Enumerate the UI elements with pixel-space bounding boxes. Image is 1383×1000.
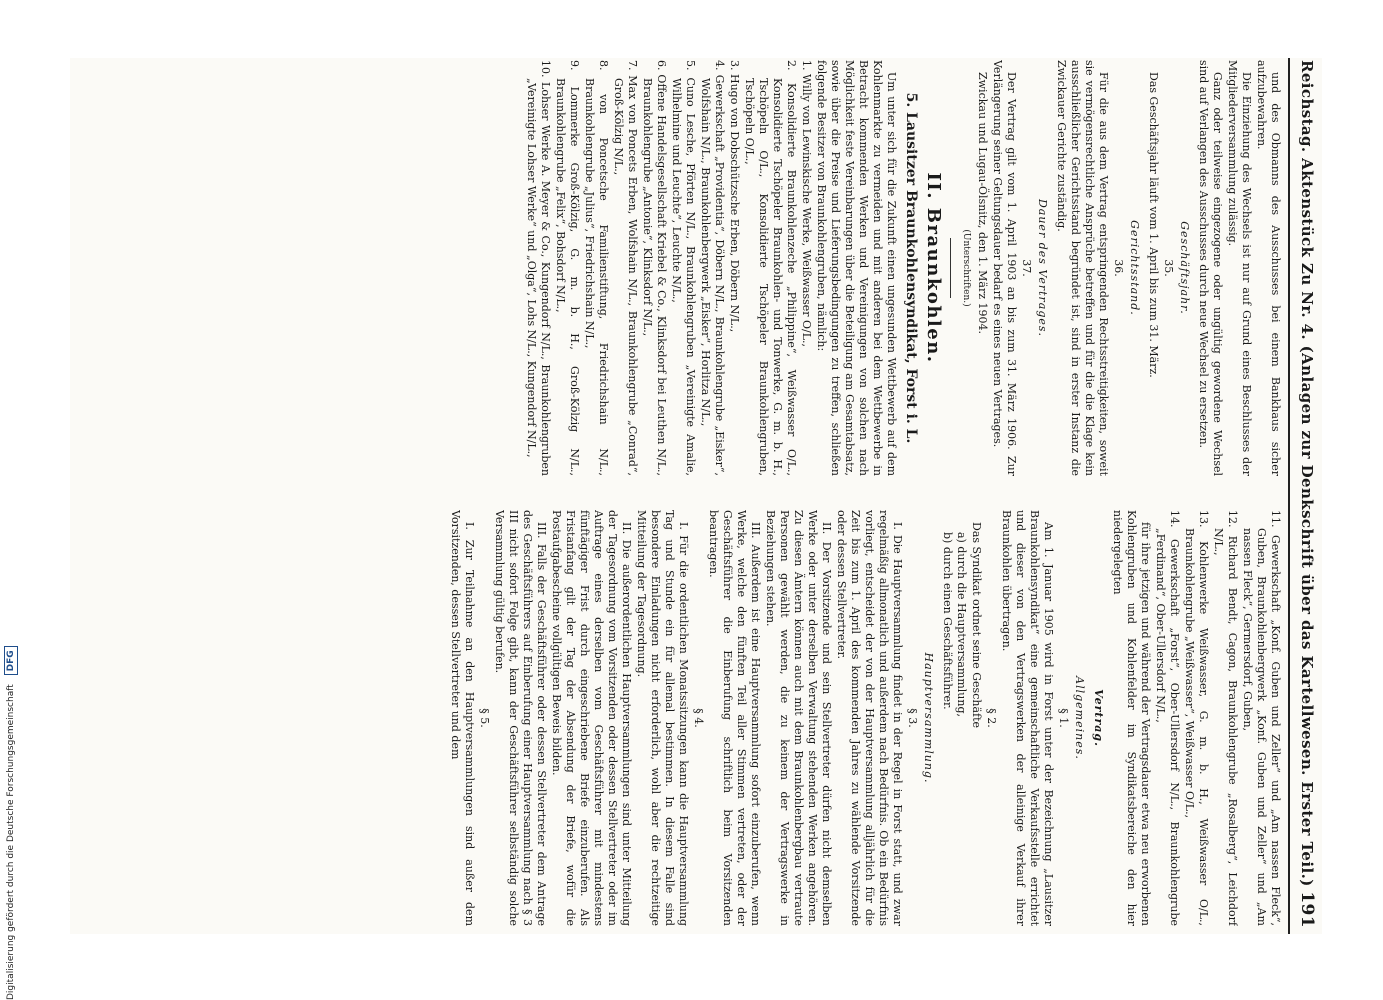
paragraph: II. Die außerordentlichen Hauptversammlungen sind unter Mitteilung der Tagesordnung vom Vorsitzenden oder dessen Stellvertreter oder im Auftrage eines derselben vom Geschäftsführer mit mindestens fünftägiger Frist durch eingeschriebene Briefe einzuberufen. Als Fristanfang gilt der Tag der Absendung der Briefe, wofür die Postaufgabescheine vollgültigen Beweis bilden. — [550, 510, 633, 926]
list-item: 12. Richard Bendt, Cagon, Braunkohlengrube „Rosalberg“, Leichdorf N/L., — [1212, 510, 1239, 926]
list-item: 4. Gewerkschaft „Providentia“, Döbern N/L., Braunkohlengrube „Eisker“, Wolfshain N/L., Braunkohlenbergwerk „Eisker“, Horlitza N/L., — [699, 60, 726, 476]
paragraph: Das Syndikat ordnet seine Geschäfte — [970, 522, 983, 728]
article-number: 35. — [1162, 259, 1175, 277]
section-heading-geschaeftsjahr: Geschäftsjahr. — [1178, 221, 1191, 315]
paragraph-number: § 1. — [1057, 708, 1070, 728]
list-item: 13. Kohlenwerke Weißwasser, G. m. b. H., Weißwasser O/L., Braunkohlengrube „Weißwasser“, Weißwasser O/L., — [1183, 510, 1210, 926]
list-item: 5. Cuno Lesche, Pförten N/L., Braunkohlengruben „Vereinigte Amalie, Wilhelmine und Leuchte“, Leuchte N/L., — [670, 60, 697, 476]
section-heading-hauptversammlung: Hauptversammlung. — [922, 652, 935, 784]
paragraph: I. Zur Teilnahme an den Hauptversammlungen sind außer dem Vorsitzenden, dessen Stellvertreter und dem — [449, 510, 476, 926]
section-heading-dauer: Dauer des Vertrages. — [1036, 198, 1049, 338]
list-item: 14. Gewerkschaft „Forst“, Ober-Ullersdorf N/L., Braunkohlengrube „Ferdinand“, Ober-Ullersdorf N/L., — [1154, 510, 1181, 926]
paragraph: Der Vertrag gilt vom 1. April 1903 an bis zum 31. März 1906. Zur Verlängerung seiner Geltungsdauer bedarf es eines neuen Vertrages. — [991, 60, 1018, 476]
section-heading-vertrag: Vertrag. — [1092, 689, 1105, 747]
dfg-logo: DFG — [4, 646, 18, 675]
paragraph: III. Falls der Geschäftsführer oder dessen Stellvertreter dem Antrage des Geschäftsführers auf Einberufung einer Hauptversammlung nach § 3 III nicht sofort Folge gibt, kann der Geschäftsführer selbständig solche Versammlung gültig berufen. — [493, 510, 548, 926]
list-item: 10. Lohser Werke A. Meyer & Co., Kungendorf N/L., Braunkohlengruben „Vereinigte Lohser Werke“ und „Olga“, Lohs N/L., Kungendorf N/L., — [525, 60, 552, 476]
list-item: 7. Max von Poncets Erben, Wolfshain N/L., Braunkohlengrube „Conrad“, Groß-Kölzig N/L., — [612, 60, 639, 476]
article-number: 37. — [1020, 259, 1033, 277]
paragraph: III. Außerdem ist eine Hauptversammlung sofort einzuberufen, wenn Werke, welche den fünften Teil aller Stimmen vertreten, oder der Geschäftsführer die Einberufung schriftlich beim Vorsitzenden beantragen. — [707, 510, 762, 926]
list-item: b) durch einen Geschäftsführer. — [941, 532, 954, 710]
paragraph: I. Die Hauptversammlung findet in der Regel in Forst statt, und zwar regelmäßig allmonatlich und außerdem nach Bedürfnis. Ob ein Bedürfnis vorliegt, entscheidet der von der Hauptversammlung alljährlich für die Zeit bis zum 1. April des kommenden Jahres zu wählende Vorsitzende oder dessen Stellvertreter. — [835, 510, 904, 926]
sub-heading: 5. Lausitzer Braunkohlensyndikat, Forst i. L. — [903, 92, 919, 444]
part-heading: II. Braunkohlen. — [923, 172, 944, 364]
paragraph-number: § 3. — [906, 708, 919, 728]
paragraph: I. Für die ordentlichen Monatssitzungen kann die Hauptversammlung Tag und Stunde ein für allemal bestimmen. In diesem Falle sind besondere Einladungen nicht erforderlich, wohl aber die rechtzeitige Mitteilung der Tagesordnung. — [635, 510, 690, 926]
paragraph: Ganz oder teilweise eingezogene oder ungültig gewordene Wechsel sind auf Verlangen des Ausschusses durch neue Wechsel zu ersetzen. — [1197, 60, 1224, 476]
article-number: 36. — [1112, 259, 1125, 277]
paragraph-number: § 5. — [478, 708, 491, 728]
section-heading-allgemeines: Allgemeines. — [1073, 676, 1086, 760]
list-item: a) durch die Hauptversammlung, — [955, 532, 968, 718]
paragraph: Am 1. Januar 1905 wird in Forst unter der Bezeichnung „Lausitzer Braunkohlensyndikat“ eine gemeinschaftliche Verkaufsstelle errichtet und dieser von den Vertragswerken der alleinige Verkauf ihrer Braunkohlen übertragen. — [1000, 510, 1055, 926]
list-item: 9. Lommerke Groß-Kölzig, G. m. b. H., Groß-Kölzig N/L., Braunkohlengrube „Felix“, Bohsdorf N/L., — [554, 60, 581, 476]
list-item: 11. Gewerkschaft „Konf. Guben und Zeller“ und „Am nassen Fleck“, Guben, Braunkohlenbergwerk „Konf. Guben und Zeller“ und „Am nassen Fleck“, Germersdorf, Guben, — [1241, 510, 1282, 926]
divider — [950, 238, 951, 298]
page-header — [1288, 58, 1322, 934]
paragraph: und des Obmanns des Ausschusses bei einem Bankhaus sicher aufzubewahren. — [1255, 60, 1282, 476]
paragraph-number: § 4. — [692, 708, 705, 728]
left-column — [82, 60, 1282, 476]
section-heading-gerichtsstand: Gerichtsstand. — [1128, 220, 1141, 316]
list-item: 2. Konsolidierte Braunkohlenzeche „Philippine“, Weißwasser O/L., Konsolidierte Tschöpeler Braunkohlen- und Tonwerke, G. m. b. H., Tschöpeln O/L., Konsolidierte Tschöpeler Braunkohlengruben, Tschöpeln O/L., — [743, 60, 798, 476]
paragraph: Das Geschäftsjahr läuft vom 1. April bis zum 31. März. — [1147, 72, 1160, 378]
paragraph: Um unter sich für die Zukunft einen ungesunden Wettbewerb auf dem Kohlenmarkte zu vermeiden und mit anderen bei dem Wettbewerbe in Betracht kommenden Werken und Vereinigungen von solchen nach Möglichkeit feste Vereinbarungen über die Beteiligung am Gesamtabsatz, sowie über die Preise und Lieferungsbedingungen zu treffen, schließen folgende Besitzer von Braunkohlengruben, nämlich: — [815, 60, 898, 476]
right-column — [82, 510, 1282, 926]
paragraph: für ihre jetzigen und während der Vertragsdauer etwa neu erworbenen Kohlengruben und Kohlenfelder im Syndikatsbereiche den hier niedergelegten — [1111, 510, 1152, 926]
header-title: Reichstag. Aktenstück Zu Nr. 4. (Anlagen zur Denkschrift über das Kartellwesen. Erster Teil.) — [1298, 60, 1316, 887]
signatures-note: (Unterschriften.) — [961, 229, 971, 307]
paragraph: Für die aus dem Vertrag entspringenden Rechtsstreitigkeiten, soweit sie vermögensrechtliche Ansprüche betreffen und für die die Klage kein ausschließlicher Gerichtsstand begründet ist, sind in erster Instanz die Zwickauer Gerichte zuständig. — [1055, 60, 1110, 476]
paragraph: Die Einziehung des Wechsels ist nur auf Grund eines Beschlusses der Mitgliederversammlung zulässig. — [1226, 60, 1253, 476]
credit-text: Digitalisierung gefördert durch die Deutsche Forschungsgemeinschaft — [6, 684, 16, 1000]
page-number: 191 — [1297, 891, 1317, 928]
list-item: 3. Hugo von Dobschützsche Erben, Döbern N/L., — [728, 60, 741, 333]
list-item: 8. von Poncetsche Familienstiftung, Friedrichshain N/L., Braunkohlengrube „Julius“, Friedrichshain N/L., — [583, 60, 610, 476]
list-item: 1. Willy von Lewinskische Werke, Weißwasser O/L., — [800, 60, 813, 348]
digitization-credit — [4, 580, 18, 1000]
paragraph-number: § 2. — [985, 708, 998, 728]
document-page — [70, 58, 1322, 934]
list-item: 6. Offene Handelsgesellschaft Kriebel & Co., Klinksdorf bei Leuthen N/L., Braunkohlengrube „Antonie“, Klinksdorf N/L., — [641, 60, 668, 476]
paragraph: II. Der Vorsitzende und sein Stellvertreter dürfen nicht demselben Werke oder unter derselben Verwaltung stehenden Werken angehören. Zu diesen Ämtern können auch mit dem Braunkohlenbergbau vertraute Personen gewählt werden, die zu keinem der Vertragswerke in Beziehungen stehen. — [764, 510, 833, 926]
place-date: Zwickau und Lugau-Ölsnitz, den 1. März 1904. — [976, 72, 989, 335]
